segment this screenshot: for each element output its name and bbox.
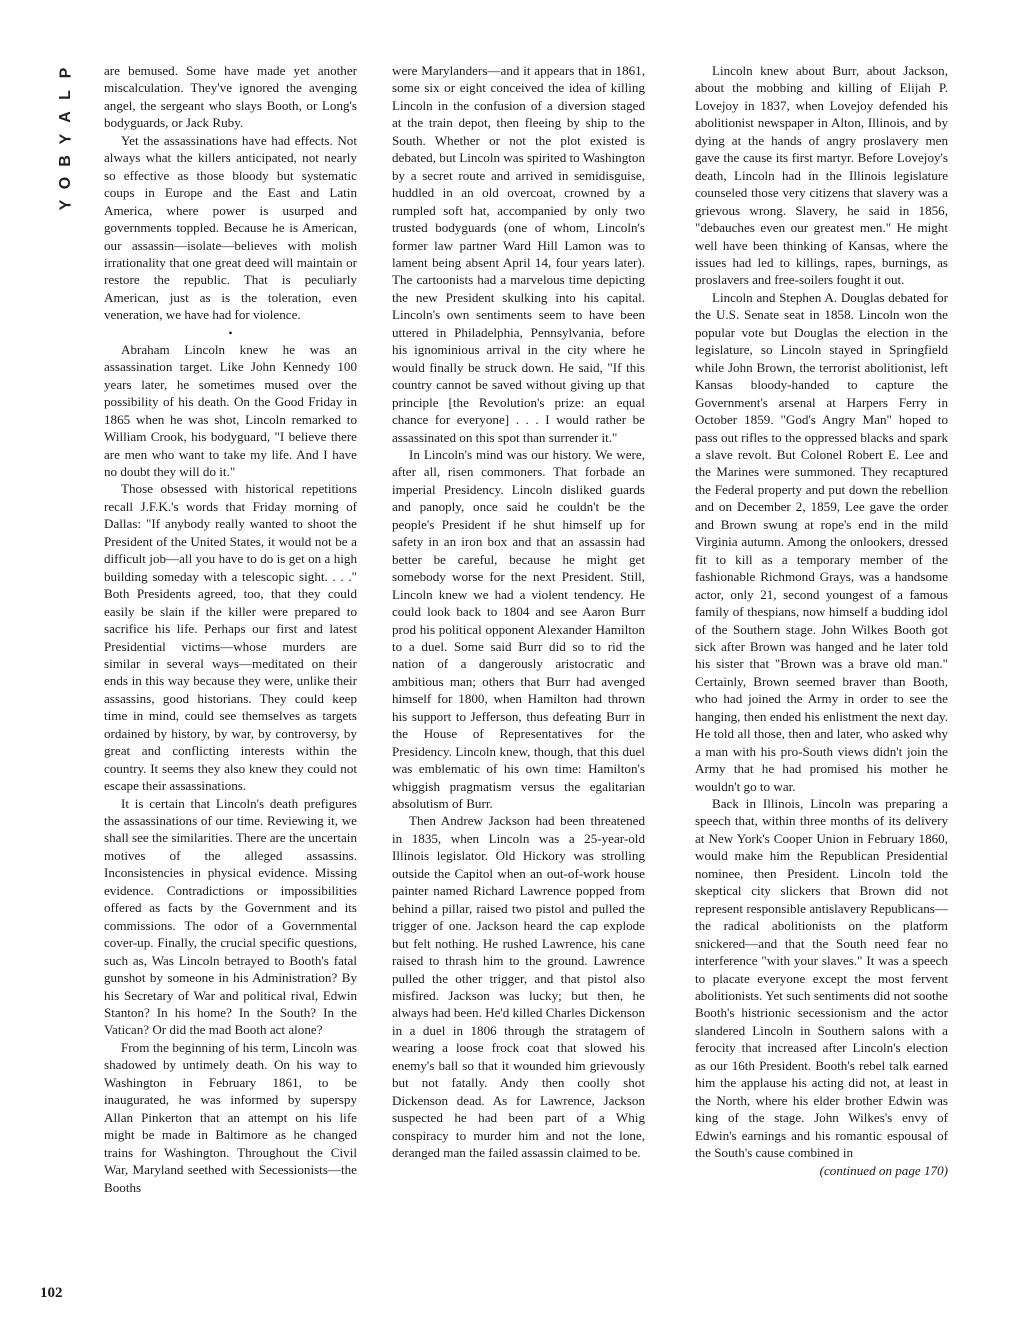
masthead-letter: L	[57, 90, 74, 100]
page-number: 102	[40, 1285, 63, 1301]
section-divider: •	[228, 325, 233, 340]
magazine-masthead-vertical	[55, 62, 77, 216]
masthead-letter: Y	[56, 133, 74, 145]
paragraph: Back in Illinois, Lincoln was preparing a speech that, within three months of its delivery at New York's Cooper Union in February 1860, would make him the Republican Presidential nominee, then President. Lincoln told the skeptical city slickers that Brown did not represent responsible antislavery Republicans—the radical abolitionists on the platform snickered—and that the South need fear no interference "with your slaves." It was a speech to placate everyone except the most fervent abolitionists. Yet such sentiments did not soothe Booth's histrionic secessionism and the actor slandered Lincoln in Southern salons with a ferocity that increased after Lincoln's election as our 16th President. Booth's rebel talk earned him the applause his acting did not, at least in the North, where his elder brother Edwin was king of the stage. John Wilkes's envy of Edwin's earnings and his romantic espousal of the South's cause combined in	[695, 796, 948, 1161]
paragraph: are bemused. Some have made yet another miscalculation. They've ignored the avenging angel, the sergeant who slays Booth, or Long's bodyguards, or Jack Ruby.	[104, 63, 357, 131]
paragraph: Lincoln knew about Burr, about Jackson, about the mobbing and killing of Elijah P. Lovejoy in 1837, when Lovejoy defended his abolitionist newspaper in Alton, Illinois, and by dying at the hands of angry proslavery men gave the cause its first martyr. Before Lovejoy's death, Lincoln had in the Illinois legislature counseled those very citizens that slavery was a grievous wrong. Slavery, he said in 1856, "debauches even our greatest men." He might well have been thinking of Kansas, where the issues had led to killings, rapes, burnings, as proslavers and free-soilers fought it out.	[695, 63, 948, 288]
paragraph: It is certain that Lincoln's death prefigures the assassinations of our time. Reviewing it, we shall see the similarities. There are the uncertain motives of the alleged assassins. Inconsistencies in physical evidence. Missing evidence. Contradictions or impossibilities offered as facts by the Government and its commissions. The odor of a Governmental cover-up. Finally, the crucial specific questions, such as, Was Lincoln betrayed to Booth's fatal gunshot by someone in his Administration? By his Secretary of War and political rival, Edwin Stanton? In his home? In the South? In the Vatican? Or did the mad Booth act alone?	[104, 795, 357, 1038]
masthead-letter: A	[57, 111, 74, 123]
paragraph: were Marylanders—and it appears that in 1861, some six or eight conceived the idea of killing Lincoln in the confusion of a diversion staged at the train depot, then fleeing by ship to the South. Whether or not the plot existed is debated, but Lincoln was spirited to Washington by a secret route and arrived in semidisguise, huddled in an old overcoat, crowned by a rumpled soft hat, accompanied by only two trusted bodyguards (one of whom, Lincoln's former law partner Ward Hill Lamon was to lament being absent April 14, four years later). The cartoonists had a marvelous time depicting the new President skulking into his capital. Lincoln's own sentiments seem to have been uttered in Philadelphia, Pennsylvania, before his ignominious arrival in the city where he would finally be struck down. He said, "If this country cannot be saved without giving up that principle [the Revolution's prize: an equal chance for everyone] . . . I would rather be assassinated on this spot than surrender it."	[392, 63, 645, 445]
paragraph: Then Andrew Jackson had been threatened in 1835, when Lincoln was a 25-year-old Illinois legislator. Old Hickory was strolling outside the Capitol when an out-of-work house painter named Richard Lawrence popped from behind a pillar, raised two pistol and pulled the trigger of one. Jackson heard the cap explode but felt nothing. He rushed Lawrence, his cane raised to thrash him to the ground. Lawrence pulled the other trigger, and that pistol also misfired. Jackson was lucky; but then, he always had been. He'd killed Charles Dickenson in a duel in 1806 through the stratagem of wearing a loose frock coat that slowed his enemy's ball so that it wounded him grievously but not fatally. Andy then coolly shot Dickenson dead. As for Lawrence, Jackson suspected he had been part of a Whig conspiracy to murder him and not the lone, deranged man the failed assassin claimed to be.	[392, 813, 645, 1161]
masthead-letter: B	[57, 155, 74, 167]
continued-on-note: (continued on page 170)	[819, 1162, 948, 1178]
article-column-2	[392, 62, 645, 1162]
paragraph: Abraham Lincoln knew he was an assassination target. Like John Kennedy 100 years later, he sometimes mused over the possibility of his death. On the Good Friday in 1865 when he was shot, Lincoln remarked to William Crook, his bodyguard, "I believe there are men who want to take my life. And I have no doubt they will do it."	[104, 341, 357, 479]
masthead-letter: P	[56, 67, 74, 79]
paragraph: Those obsessed with historical repetitions recall J.F.K.'s words that Friday morning of Dallas: "If anybody really wanted to shoot the President of the United States, it would not be a difficult job—all you have to do is get on a high building someday with a telescopic sight. . . ." Both Presidents agreed, too, that they could easily be slain if the killer were prepared to sacrifice his life. Perhaps our first and latest Presidential victims—whose murders are similar in several ways—meditated on their ends in this way because they were, unlike their assassins, good historians. They could keep time in mind, could see themselves as targets ordained by history, by war, by controversy, by great and conflicting interests within the country. It seems they also knew they could not escape their assassinations.	[104, 481, 357, 794]
article-column-3	[695, 62, 948, 1179]
masthead-letter: O	[56, 176, 74, 190]
paragraph: Yet the assassinations have had effects. Not always what the killers anticipated, not nearly so effective as those bloody but systematic coups in Europe and the East and Latin America, where power is usurped and governments toppled. Because he is American, our assassin—isolate—believes with molish irrationality that one great deed will maintain or restore the republic. That is peculiarly American, just as is the toleration, even veneration, we have had for violence.	[104, 132, 357, 323]
paragraph: In Lincoln's mind was our history. We were, after all, risen commoners. That forbade an imperial Presidency. Lincoln disliked guards and panoply, once said he couldn't be the people's President if he shut himself up for safety in an iron box and that an assassin had better be careful, because he might get somebody worse for the next President. Still, Lincoln knew we had a violent tendency. He could look back to 1804 and see Aaron Burr prod his political opponent Alexander Hamilton to a duel. Some said Burr did so to rid the nation of a dangerously aristocratic and ambitious man; others that Burr had avenged himself for 1800, when Hamilton had thrown his support to Jefferson, thus defeating Burr in the House of Representatives for the Presidency. Lincoln knew, though, that this duel was emblematic of his own time: Hamilton's whiggish pragmatism versus the egalitarian absolutism of Burr.	[392, 446, 645, 812]
article-column-1	[104, 62, 357, 1196]
paragraph: Lincoln and Stephen A. Douglas debated for the U.S. Senate seat in 1858. Lincoln won the popular vote but Douglas the election in the legislature, so Lincoln stayed in Springfield while John Brown, the terrorist abolitionist, left Kansas bloody-handed to capture the Government's arsenal at Harpers Ferry in October 1859. "God's Angry Man" hoped to pass out rifles to the oppressed blacks and spark a slave revolt. But Colonel Robert E. Lee and the Marines were summoned. They recaptured the Federal property and put down the rebellion and on December 2, 1859, Lee gave the order and Brown swung at rope's end in the mild Virginia autumn. Among the onlookers, dressed fit to kill as a temporary member of the fashionable Richmond Grays, was a handsome actor, only 21, second youngest of a famous family of thespians, now himself a budding idol of the Southern stage. John Wilkes Booth got sick after Brown was hanged and he later told his sister that "Brown was a brave old man." Certainly, Brown seemed braver than Booth, who had joined the Army in order to see the hanging, then ended his enlistment the next day. He told all those, then and later, who asked why a man with his pro-South views didn't join the Army that he had promised his mother he wouldn't go to war.	[695, 289, 948, 794]
masthead-letter: Y	[56, 199, 74, 211]
paragraph: From the beginning of his term, Lincoln was shadowed by untimely death. On his way to Washington in February 1861, to be inaugurated, he was informed by superspy Allan Pinkerton that an attempt on his life might be made in Baltimore as he changed trains for Washington. Throughout the Civil War, Maryland seethed with Secessionists—the Booths	[104, 1039, 357, 1195]
